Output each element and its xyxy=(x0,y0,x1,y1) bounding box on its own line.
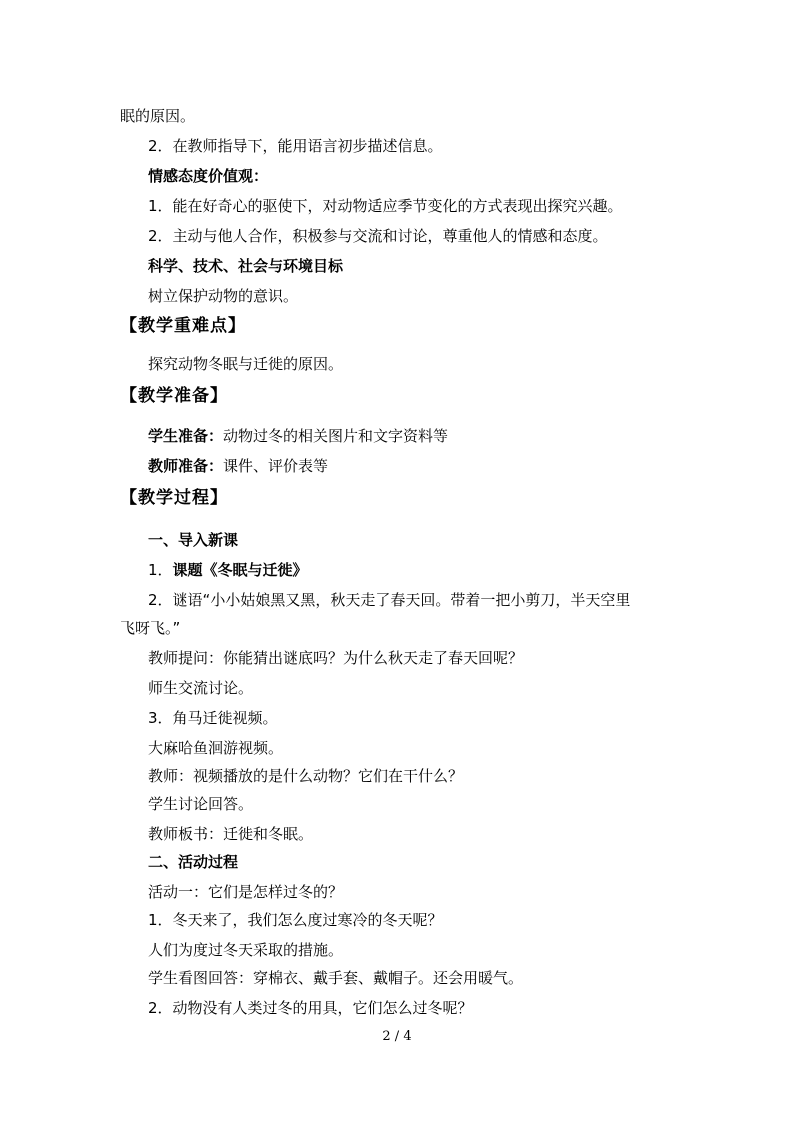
text-line: 3．角马迁徙视频。 xyxy=(148,709,278,727)
text-line: 树立保护动物的意识。 xyxy=(148,287,299,305)
section-heading: 【教学准备】 xyxy=(120,386,228,406)
subheading: 科学、技术、社会与环境目标 xyxy=(148,257,344,275)
text-line: 2．动物没有人类过冬的用具，它们怎么过冬呢？ xyxy=(148,999,473,1017)
text-line: 教师：视频播放的是什么动物？它们在干什么？ xyxy=(148,767,464,785)
label-value: 动物过冬的相关图片和文字资料等 xyxy=(223,427,449,445)
text-line: 2．谜语“小小姑娘黑又黑，秋天走了春天回。带着一把小剪刀，半天空里 xyxy=(148,591,631,609)
text-line: 2．在教师指导下，能用语言初步描述信息。 xyxy=(148,137,443,155)
text-line: 飞呀飞。” xyxy=(120,619,181,637)
label: 学生准备： xyxy=(148,427,224,445)
text-line: 人们为度过冬天采取的措施。 xyxy=(148,941,344,959)
subheading: 一、导入新课 xyxy=(148,531,239,549)
text-line xyxy=(148,456,328,476)
page-number: 2 / 4 xyxy=(382,1029,412,1044)
text-line: 2．主动与他人合作，积极参与交流和讨论，尊重他人的情感和态度。 xyxy=(148,227,608,245)
subheading: 二、活动过程 xyxy=(148,853,239,871)
text-line: 教师板书：迁徙和冬眠。 xyxy=(148,825,314,843)
text-line: 学生看图回答：穿棉衣、戴手套、戴帽子。还会用暖气。 xyxy=(148,969,524,987)
text-line: 学生讨论回答。 xyxy=(148,795,254,813)
text-line: 探究动物冬眠与迁徙的原因。 xyxy=(148,355,344,373)
section-heading: 【教学过程】 xyxy=(120,488,228,508)
section-heading: 【教学重难点】 xyxy=(120,316,246,336)
text-line: 1．冬天来了，我们怎么度过寒冷的冬天呢？ xyxy=(148,911,443,929)
text-line: 师生交流讨论。 xyxy=(148,679,254,697)
label-value: 课件、评价表等 xyxy=(223,457,329,475)
lesson-title: 课题《冬眠与迁徙》 xyxy=(172,561,308,579)
text-line: 大麻哈鱼洄游视频。 xyxy=(148,739,284,757)
text-line xyxy=(148,426,448,446)
text-line: 1．能在好奇心的驱使下，对动物适应季节变化的方式表现出探究兴趣。 xyxy=(148,197,623,215)
text-line: 教师提问：你能猜出谜底吗？为什么秋天走了春天回呢？ xyxy=(148,649,524,667)
text-line: 活动一：它们是怎样过冬的？ xyxy=(148,883,344,901)
item-number: 1． xyxy=(148,561,173,579)
subheading: 情感态度价值观： xyxy=(148,167,269,185)
label: 教师准备： xyxy=(148,457,224,475)
text-line xyxy=(148,560,308,580)
text-line: 眠的原因。 xyxy=(120,107,196,125)
